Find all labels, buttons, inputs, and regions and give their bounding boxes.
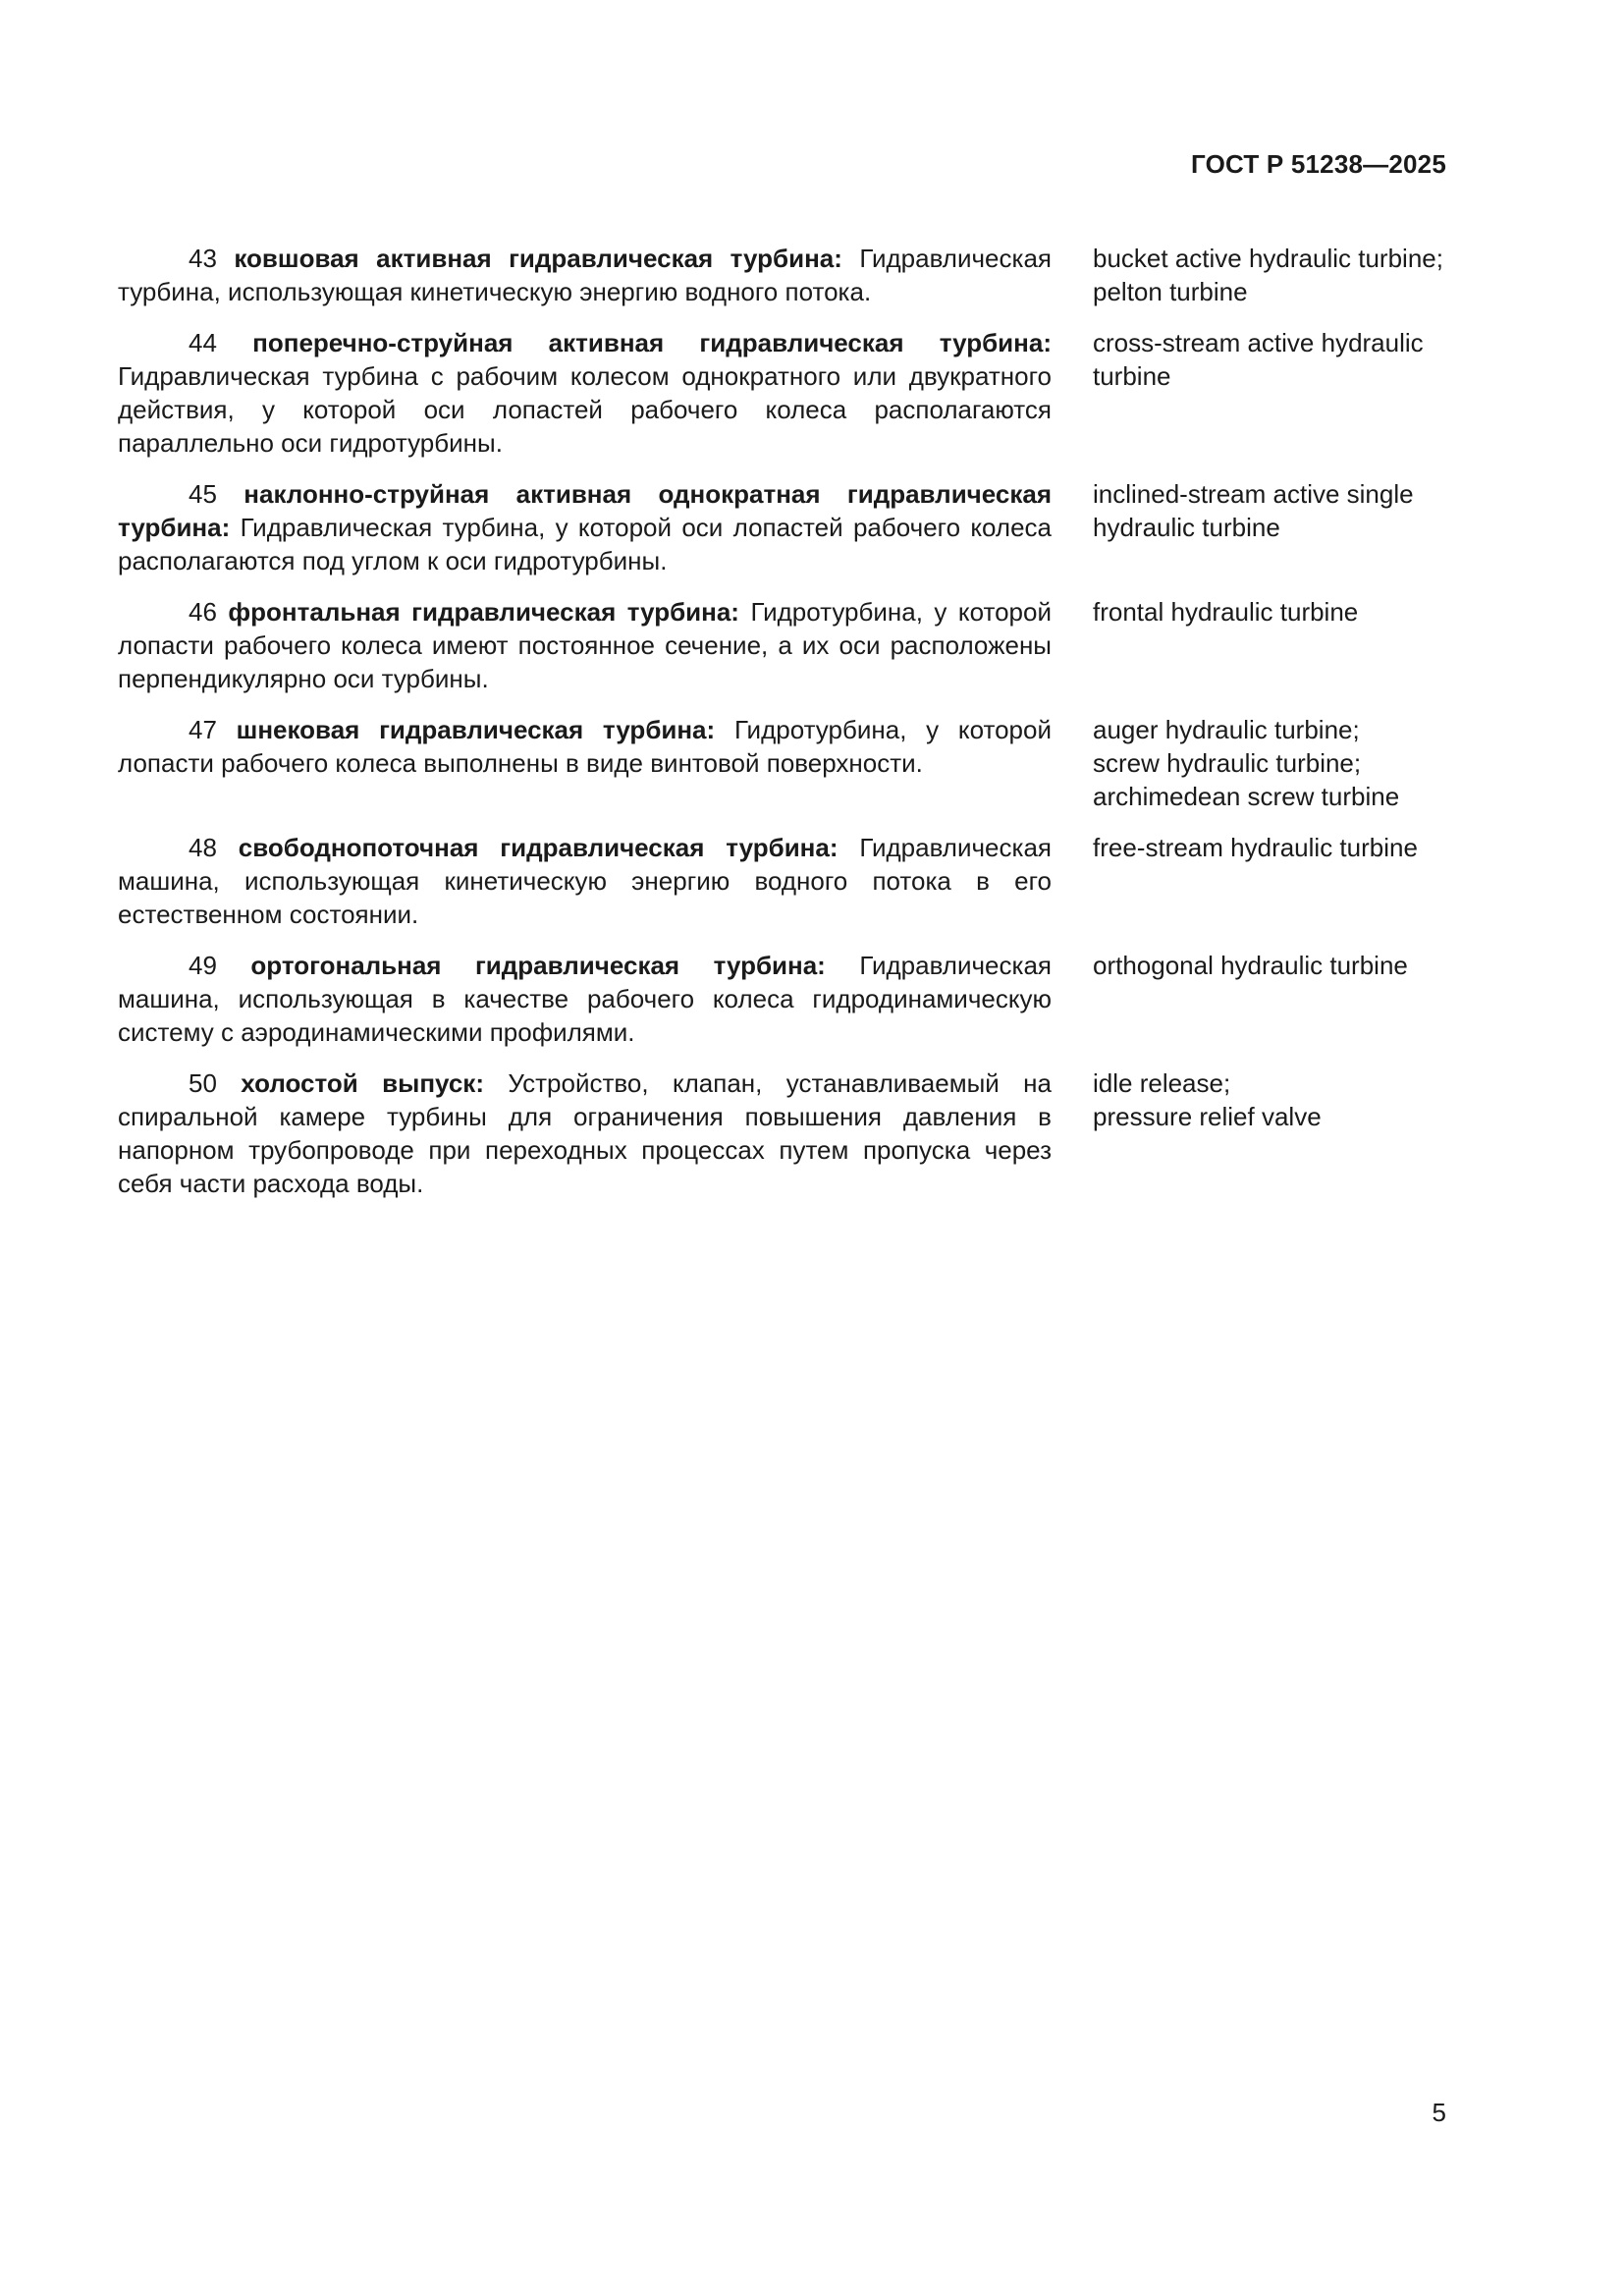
term-title: фронтальная гидравлическая турбина: <box>228 597 739 627</box>
term-entry-50 <box>118 1066 1446 1200</box>
term-number: 43 <box>189 244 217 273</box>
page-number: 5 <box>1432 2098 1446 2127</box>
term-title: холостой выпуск: <box>241 1068 484 1098</box>
term-entry-43 <box>118 242 1446 308</box>
term-number: 48 <box>189 833 217 862</box>
term-english-equivalent: bucket active hydraulic turbine; pelton turbine <box>1093 244 1443 306</box>
term-title: ковшовая активная гидравлическая турбина: <box>234 244 842 273</box>
terms-list <box>118 242 1446 1218</box>
term-english-equivalent: inclined-stream active single hydraulic turbine <box>1093 479 1414 542</box>
term-definition-ru <box>118 326 1052 460</box>
term-number: 44 <box>189 328 217 357</box>
term-definition: Гидравлическая машина, использующая в качестве рабочего колеса гидродинамическую систему с аэродинамическими профилями. <box>118 951 1052 1047</box>
term-entry-48 <box>118 831 1446 931</box>
term-definition-ru <box>118 831 1052 931</box>
term-definition: Гидротурбина, у которой лопасти рабочего колеса имеют постоянное сечение, а их оси расположены перпендикулярно оси турбины. <box>118 597 1052 693</box>
term-definition-ru <box>118 477 1052 577</box>
term-number: 47 <box>189 715 217 744</box>
term-english-equivalent: orthogonal hydraulic turbine <box>1093 951 1408 980</box>
term-title: наклонно-струйная активная однократная гидравлическая турбина: <box>118 479 1052 542</box>
term-definition-ru <box>118 713 1052 813</box>
document-designation: ГОСТ Р 51238—2025 <box>1191 149 1446 179</box>
term-title: свободнопоточная гидравлическая турбина: <box>238 833 839 862</box>
term-number: 49 <box>189 951 217 980</box>
term-definition: Гидравлическая турбина с рабочим колесом однократного или двукратного действия, у которой оси лопастей рабочего колеса располагаются параллельно оси гидротурбины. <box>118 361 1052 458</box>
term-english-equivalent: auger hydraulic turbine; screw hydraulic turbine; archimedean screw turbine <box>1093 715 1400 811</box>
term-entry-45 <box>118 477 1446 577</box>
term-definition-ru <box>118 242 1052 308</box>
term-entry-46 <box>118 595 1446 695</box>
term-definition: Гидравлическая турбина, использующая кинетическую энергию водного потока. <box>118 244 1052 306</box>
term-definition: Гидравлическая турбина, у которой оси лопастей рабочего колеса располагаются под углом к оси гидротурбины. <box>118 513 1052 575</box>
term-definition: Гидравлическая машина, использующая кинетическую энергию водного потока в его естественном состоянии. <box>118 833 1052 929</box>
term-number: 45 <box>189 479 217 509</box>
term-definition-ru <box>118 595 1052 695</box>
term-english-equivalent: idle release; pressure relief valve <box>1093 1068 1322 1131</box>
term-number: 46 <box>189 597 217 627</box>
term-english-equivalent: free-stream hydraulic turbine <box>1093 833 1418 862</box>
term-entry-47 <box>118 713 1446 813</box>
term-number: 50 <box>189 1068 217 1098</box>
term-title: шнековая гидравлическая турбина: <box>236 715 716 744</box>
term-english-equivalent: cross-stream active hydraulic turbine <box>1093 328 1424 391</box>
term-entry-44 <box>118 326 1446 460</box>
term-entry-49 <box>118 949 1446 1049</box>
term-title: поперечно-струйная активная гидравлическая турбина: <box>252 328 1052 357</box>
term-english-equivalent: frontal hydraulic turbine <box>1093 597 1359 627</box>
term-definition-ru <box>118 949 1052 1049</box>
term-definition: Устройство, клапан, устанавливаемый на спиральной камере турбины для ограничения повышения давления в напорном трубопроводе при переходных процессах путем пропуска через себя части расхода воды. <box>118 1068 1052 1198</box>
term-title: ортогональная гидравлическая турбина: <box>250 951 826 980</box>
term-definition-ru <box>118 1066 1052 1200</box>
term-definition: Гидротурбина, у которой лопасти рабочего колеса выполнены в виде винтовой поверхности. <box>118 715 1052 778</box>
